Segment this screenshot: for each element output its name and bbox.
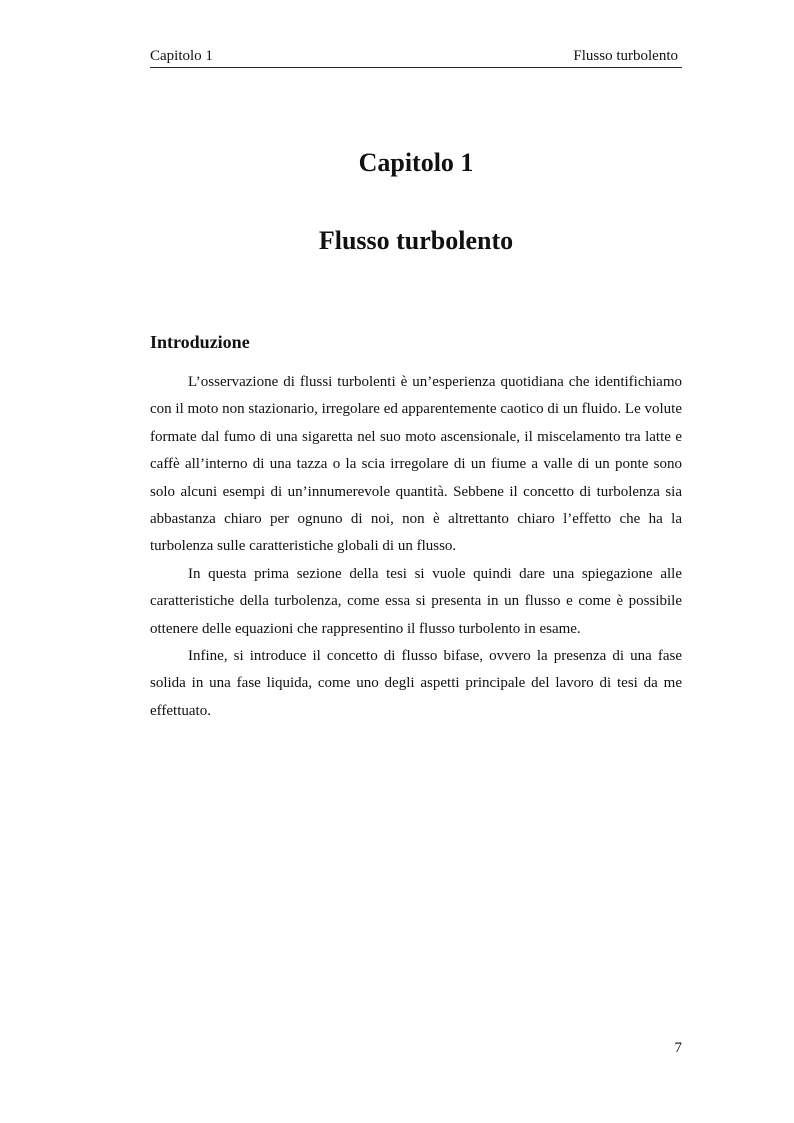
header-chapter-title: Flusso turbolento [573, 48, 678, 64]
chapter-number-heading: Capitolo 1 [358, 148, 474, 177]
paragraph-1: L’osservazione di flussi turbolenti è un’esperienza quotidiana che identifichiamo con il moto non stazionario, irregolare ed apparentemente caotico di un fluido. Le volute formate dal fumo di una sigaretta nel suo moto ascensionale, il miscelamento tra latte e caffè all’interno di una tazza o la scia irregolare di un fiume a valle di un ponte sono solo alcuni esempi di un’innumerevole quantità. Sebbene il concetto di turbolenza sia abbastanza chiaro per ognuno di noi, non è altrettanto chiaro l’effetto che ha la turbolenza sulle caratteristiche globali di un flusso. [150, 374, 682, 555]
body-text [150, 369, 682, 725]
chapter-title-heading: Flusso turbolento [318, 226, 514, 255]
page-number: 7 [674, 1040, 682, 1056]
paragraph-2: In questa prima sezione della tesi si vuole quindi dare una spiegazione alle caratteristiche della turbolenza, come essa si presenta in un flusso e come è possibile ottenere delle equazioni che rappresentino il flusso turbolento in esame. [150, 565, 682, 637]
running-header [150, 46, 682, 68]
header-chapter-label: Capitolo 1 [150, 48, 213, 64]
section-heading: Introduzione [150, 332, 250, 352]
paragraph-3: Infine, si introduce il concetto di flusso bifase, ovvero la presenza di una fase solida in una fase liquida, come uno degli aspetti principale del lavoro di tesi da me effettuato. [150, 648, 682, 719]
